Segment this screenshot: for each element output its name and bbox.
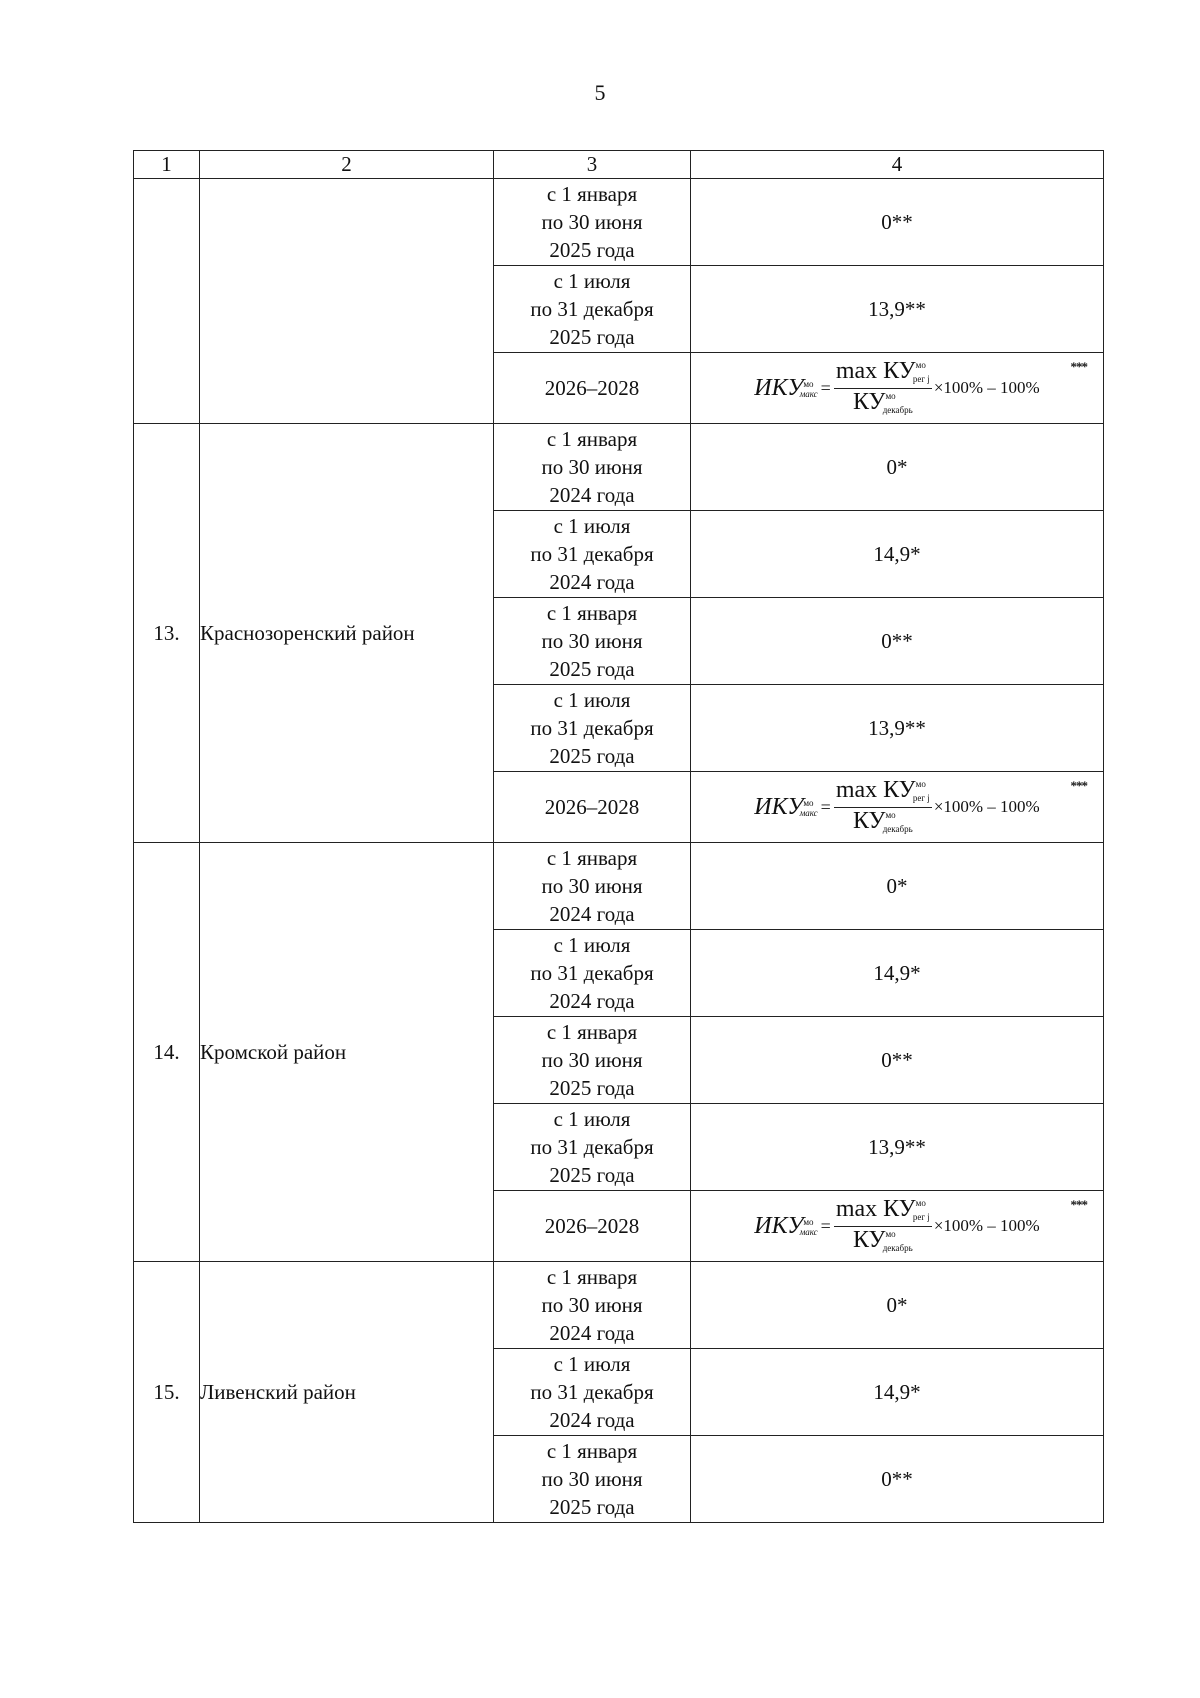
formula-tail: ×100% – 100% — [933, 797, 1040, 816]
period-cell — [494, 930, 691, 1017]
period-cell — [494, 424, 691, 511]
denominator-sub: декабрь — [882, 404, 913, 415]
footnote-stars: *** — [1070, 778, 1087, 793]
formula — [754, 777, 1039, 838]
formula-lhs-sub: макс — [799, 1227, 818, 1237]
period-line: с 1 июля — [553, 933, 631, 957]
period-line: 2024 года — [549, 1321, 635, 1345]
period-line: с 1 июля — [553, 688, 631, 712]
period-cell — [494, 1104, 691, 1191]
formula-numerator — [834, 777, 932, 808]
formula-lhs: ИКУ — [754, 793, 804, 820]
numerator-text: max КУ — [835, 776, 916, 803]
index-value: 14,9* — [691, 930, 1104, 1017]
period-cell: 2026–2028 — [494, 353, 691, 424]
header-col-2: 2 — [200, 151, 494, 179]
index-value: 0** — [691, 179, 1104, 266]
formula-fraction — [834, 1196, 932, 1257]
period-line: 2025 года — [549, 744, 635, 768]
period-line: 2024 года — [549, 902, 635, 926]
formula-numerator — [834, 1196, 932, 1227]
denominator-sup: мо — [885, 809, 896, 820]
period-line: 2024 года — [549, 989, 635, 1013]
period-line: по 30 июня — [541, 874, 643, 898]
index-value: 0* — [691, 424, 1104, 511]
period-line: с 1 июля — [553, 514, 631, 538]
footnote-stars: *** — [1070, 1197, 1087, 1212]
table-row — [134, 843, 1104, 930]
numerator-sub: рег j — [912, 1211, 930, 1222]
formula-denominator — [853, 1227, 913, 1257]
formula-tail: ×100% – 100% — [933, 1216, 1040, 1235]
district-name: Краснозоренский район — [200, 424, 494, 843]
numerator-sup: мо — [915, 1197, 926, 1208]
period-line: 2024 года — [549, 570, 635, 594]
formula-eq: = — [820, 1215, 831, 1236]
formula-fraction — [834, 777, 932, 838]
period-line: по 31 декабря — [530, 297, 654, 321]
period-line: по 30 июня — [541, 210, 643, 234]
period-line: с 1 января — [546, 601, 638, 625]
period-cell: 2026–2028 — [494, 1191, 691, 1262]
denominator-text: КУ — [852, 388, 886, 415]
table-row — [134, 179, 1104, 266]
numerator-sup: мо — [915, 778, 926, 789]
period-line: 2024 года — [549, 1408, 635, 1432]
period-line: с 1 января — [546, 182, 638, 206]
formula-cell — [691, 772, 1104, 843]
formula-denominator — [853, 389, 913, 419]
denominator-sup: мо — [885, 1228, 896, 1239]
denominator-text: КУ — [852, 1226, 886, 1253]
index-value: 13,9** — [691, 1104, 1104, 1191]
period-line: с 1 января — [546, 846, 638, 870]
formula-lhs-sub: макс — [799, 808, 818, 818]
period-line: по 31 декабря — [530, 961, 654, 985]
period-line: с 1 января — [546, 1265, 638, 1289]
period-line: 2025 года — [549, 238, 635, 262]
period-line: с 1 января — [546, 1020, 638, 1044]
index-value: 14,9* — [691, 511, 1104, 598]
index-value: 0* — [691, 1262, 1104, 1349]
period-cell — [494, 1017, 691, 1104]
formula-lhs: ИКУ — [754, 374, 804, 401]
formula-lhs-sup: мо — [803, 1217, 814, 1227]
formula-lhs: ИКУ — [754, 1212, 804, 1239]
period-cell — [494, 179, 691, 266]
period-line: по 31 декабря — [530, 1380, 654, 1404]
row-number — [134, 179, 200, 424]
period-cell — [494, 1262, 691, 1349]
page-number: 5 — [594, 80, 606, 105]
period-line: по 30 июня — [541, 455, 643, 479]
period-line: по 30 июня — [541, 1467, 643, 1491]
period-line: по 31 декабря — [530, 1135, 654, 1159]
period-cell — [494, 843, 691, 930]
period-line: 2024 года — [549, 483, 635, 507]
index-value: 14,9* — [691, 1349, 1104, 1436]
numerator-sub: рег j — [912, 792, 930, 803]
period-cell — [494, 511, 691, 598]
period-cell: 2026–2028 — [494, 772, 691, 843]
period-line: по 30 июня — [541, 1293, 643, 1317]
formula-lhs-sup: мо — [803, 798, 814, 808]
district-name: Ливенский район — [200, 1262, 494, 1523]
formula-lhs-sup: мо — [803, 379, 814, 389]
period-line: с 1 июля — [553, 1352, 631, 1376]
formula-lhs-sub: макс — [799, 389, 818, 399]
row-number: 13. — [134, 424, 200, 843]
formula-cell — [691, 1191, 1104, 1262]
tariff-table — [133, 150, 1104, 1523]
formula-tail: ×100% – 100% — [933, 378, 1040, 397]
period-line: по 30 июня — [541, 1048, 643, 1072]
numerator-text: max КУ — [835, 357, 916, 384]
formula-cell — [691, 353, 1104, 424]
formula-eq: = — [820, 796, 831, 817]
formula-denominator — [853, 808, 913, 838]
period-line: 2025 года — [549, 1076, 635, 1100]
row-number: 14. — [134, 843, 200, 1262]
period-line: с 1 января — [546, 1439, 638, 1463]
index-value: 0** — [691, 598, 1104, 685]
period-line: по 31 декабря — [530, 542, 654, 566]
index-value: 13,9** — [691, 685, 1104, 772]
header-col-1: 1 — [134, 151, 200, 179]
formula-eq: = — [820, 377, 831, 398]
row-number: 15. — [134, 1262, 200, 1523]
denominator-sup: мо — [885, 390, 896, 401]
denominator-text: КУ — [852, 807, 886, 834]
header-col-4: 4 — [691, 151, 1104, 179]
period-line: 2025 года — [549, 1163, 635, 1187]
numerator-sub: рег j — [912, 373, 930, 384]
period-line: с 1 июля — [553, 1107, 631, 1131]
period-line: по 30 июня — [541, 629, 643, 653]
numerator-text: max КУ — [835, 1195, 916, 1222]
index-value: 0** — [691, 1017, 1104, 1104]
table-row — [134, 1262, 1104, 1349]
numerator-sup: мо — [915, 359, 926, 370]
table-row — [134, 424, 1104, 511]
denominator-sub: декабрь — [882, 823, 913, 834]
formula — [754, 358, 1039, 419]
index-value: 13,9** — [691, 266, 1104, 353]
period-cell — [494, 1436, 691, 1523]
period-line: с 1 июля — [553, 269, 631, 293]
formula-fraction — [834, 358, 932, 419]
index-value: 0** — [691, 1436, 1104, 1523]
district-name: Кромской район — [200, 843, 494, 1262]
period-line: 2025 года — [549, 325, 635, 349]
period-cell — [494, 598, 691, 685]
period-cell — [494, 266, 691, 353]
period-line: с 1 января — [546, 427, 638, 451]
period-cell — [494, 685, 691, 772]
header-col-3: 3 — [494, 151, 691, 179]
formula-numerator — [834, 358, 932, 389]
formula — [754, 1196, 1039, 1257]
period-line: по 31 декабря — [530, 716, 654, 740]
district-name — [200, 179, 494, 424]
period-line: 2025 года — [549, 1495, 635, 1519]
period-cell — [494, 1349, 691, 1436]
period-line: 2025 года — [549, 657, 635, 681]
index-value: 0* — [691, 843, 1104, 930]
footnote-stars: *** — [1070, 359, 1087, 374]
denominator-sub: декабрь — [882, 1242, 913, 1253]
table-header-row — [134, 151, 1104, 179]
